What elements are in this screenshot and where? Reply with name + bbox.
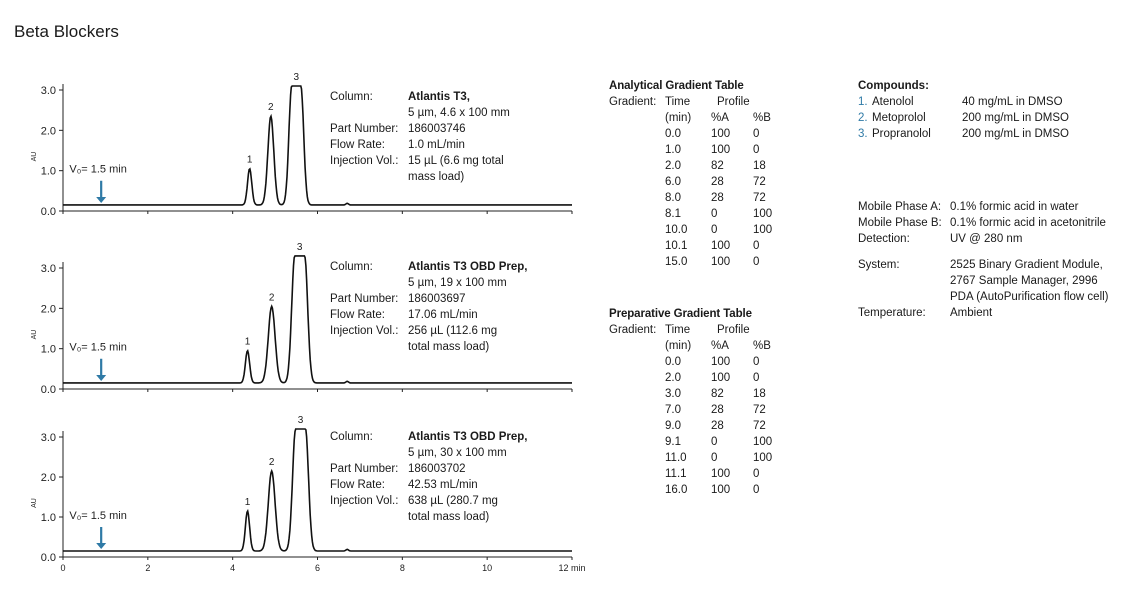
info-label: Part Number: — [330, 463, 399, 475]
x-tick-label: 8 — [399, 563, 405, 573]
preparative-percent-a-cell: 28 — [711, 420, 724, 432]
analytical-table-row — [609, 222, 801, 238]
system-line-1: 2525 Binary Gradient Module, — [950, 259, 1103, 271]
preparative-table-row — [609, 386, 801, 402]
system-label: System: — [858, 259, 900, 271]
preparative-time-cell: 3.0 — [665, 388, 681, 400]
preparative-time-cell: 11.0 — [665, 452, 687, 464]
preparative-percent-a-cell: 100 — [711, 484, 731, 496]
compound-concentration: 200 mg/mL in DMSO — [962, 128, 1069, 140]
info-row — [330, 323, 536, 339]
y-tick-label: 2.0 — [40, 472, 56, 484]
mobile-phase-b-label: Mobile Phase B: — [858, 217, 942, 229]
compound-number: 1. — [858, 96, 868, 108]
analytical-percent-a-cell: 100 — [711, 240, 731, 252]
info-row — [330, 153, 536, 169]
y-tick-label: 1.0 — [40, 165, 56, 178]
info-value: 186003702 — [408, 463, 466, 475]
info-label — [330, 445, 408, 461]
preparative-percent-b-cell: 100 — [753, 452, 773, 464]
panel-1-column-info — [330, 89, 536, 185]
info-label: Part Number: — [330, 293, 399, 305]
info-label: Column: — [330, 431, 373, 443]
y-tick-label: 0.0 — [40, 552, 56, 564]
info-label — [330, 339, 408, 355]
info-row — [330, 169, 536, 185]
y-tick-label: 0.0 — [40, 384, 56, 396]
analytical-gradient-label: Gradient: — [609, 96, 657, 108]
compound-concentration: 200 mg/mL in DMSO — [962, 112, 1069, 124]
info-row — [330, 429, 536, 445]
analytical-unit-header: (min) — [665, 112, 692, 124]
method-conditions — [858, 199, 1140, 321]
detection-value: UV @ 280 nm — [950, 233, 1023, 245]
peak-label: 3 — [296, 241, 303, 253]
info-row — [330, 259, 536, 275]
preparative-table-title: Preparative Gradient Table — [609, 308, 752, 320]
preparative-profile-header: Profile — [717, 324, 750, 336]
compound-row — [858, 94, 1069, 110]
analytical-percent-b-cell: 72 — [753, 176, 766, 188]
system-line-3: PDA (AutoPurification flow cell) — [950, 291, 1109, 303]
info-row — [330, 137, 536, 153]
analytical-percent-a-cell: 28 — [711, 176, 724, 188]
analytical-time-cell: 2.0 — [665, 160, 681, 172]
temperature-label: Temperature: — [858, 307, 926, 319]
y-tick-label: 3.0 — [40, 85, 56, 97]
info-row — [330, 493, 536, 509]
analytical-a-header: %A — [711, 112, 729, 124]
preparative-time-header: Time — [665, 324, 691, 336]
analytical-percent-a-cell: 100 — [711, 144, 731, 156]
analytical-percent-b-cell: 0 — [753, 240, 760, 252]
analytical-table-row — [609, 174, 801, 190]
analytical-time-cell: 10.0 — [665, 224, 688, 236]
analytical-time-header: Time — [665, 96, 691, 108]
info-row — [330, 339, 536, 355]
preparative-percent-b-cell: 72 — [753, 404, 766, 416]
peak-label: 2 — [268, 292, 275, 304]
preparative-table-row — [609, 402, 801, 418]
info-label — [330, 275, 408, 291]
y-tick-label: 0.0 — [40, 206, 56, 218]
info-value: 17.06 mL/min — [408, 309, 478, 321]
info-row — [330, 89, 536, 105]
info-value: 15 µL (6.6 mg total — [408, 155, 504, 167]
info-row — [330, 477, 536, 493]
void-volume-label: V₀= 1.5 min — [69, 341, 127, 354]
preparative-gradient-table — [609, 306, 801, 498]
void-marker-arrowhead — [96, 543, 106, 549]
info-value: Atlantis T3, — [408, 91, 470, 103]
compound-row — [858, 110, 1069, 126]
temperature-value: Ambient — [950, 307, 993, 319]
info-label: Column: — [330, 261, 373, 273]
preparative-time-cell: 7.0 — [665, 404, 681, 416]
x-tick-label: 6 — [314, 563, 321, 573]
preparative-a-header: %A — [711, 340, 729, 352]
preparative-table-row — [609, 466, 801, 482]
info-label: Flow Rate: — [330, 139, 385, 151]
y-axis-label: AU — [31, 329, 38, 340]
info-row — [330, 307, 536, 323]
y-axis-label: AU — [31, 498, 38, 508]
void-volume-label: V₀= 1.5 min — [69, 163, 127, 176]
preparative-time-cell: 11.1 — [665, 468, 687, 480]
preparative-percent-b-cell: 0 — [753, 484, 760, 496]
y-tick-label: 2.0 — [40, 125, 56, 138]
preparative-unit-header: (min) — [665, 340, 692, 352]
system-line-2: 2767 Sample Manager, 2996 — [950, 275, 1098, 287]
preparative-time-cell: 9.0 — [665, 420, 681, 432]
preparative-percent-a-cell: 0 — [711, 436, 718, 448]
info-label: Injection Vol.: — [330, 325, 399, 337]
analytical-table-row — [609, 238, 801, 254]
analytical-percent-b-cell: 0 — [753, 144, 760, 156]
info-row — [330, 275, 536, 291]
info-value: 5 µm, 4.6 x 100 mm — [408, 107, 510, 119]
panel-2-column-info — [330, 259, 536, 355]
preparative-percent-b-cell: 0 — [753, 468, 760, 480]
y-axis-label: AU — [31, 151, 38, 162]
analytical-gradient-table — [609, 78, 801, 270]
preparative-table-row — [609, 354, 801, 370]
x-tick-label: 0 — [60, 563, 66, 573]
analytical-percent-b-cell: 72 — [753, 192, 766, 204]
compounds-list — [858, 78, 1069, 142]
compound-name: Atenolol — [872, 96, 914, 108]
preparative-table-row — [609, 450, 801, 466]
info-value: 1.0 mL/min — [408, 139, 465, 151]
info-value: Atlantis T3 OBD Prep, — [408, 261, 528, 273]
analytical-table-row — [609, 158, 801, 174]
analytical-percent-b-cell: 100 — [753, 208, 773, 220]
info-value: mass load) — [408, 171, 465, 183]
y-tick-label: 1.0 — [40, 512, 56, 524]
info-label: Column: — [330, 91, 373, 103]
preparative-percent-a-cell: 100 — [711, 468, 731, 480]
analytical-profile-header: Profile — [717, 96, 750, 108]
page-title: Beta Blockers — [14, 22, 119, 41]
preparative-table-row — [609, 434, 801, 450]
info-label: Part Number: — [330, 123, 399, 135]
analytical-time-cell: 10.1 — [665, 240, 688, 252]
preparative-percent-b-cell: 18 — [753, 388, 766, 400]
preparative-gradient-label: Gradient: — [609, 324, 657, 336]
analytical-time-cell: 15.0 — [665, 256, 688, 268]
peak-label: 1 — [244, 336, 251, 348]
compound-number: 2. — [858, 112, 868, 124]
compound-row — [858, 126, 1069, 142]
analytical-time-cell: 0.0 — [665, 128, 681, 140]
analytical-time-cell: 6.0 — [665, 176, 681, 188]
x-tick-label: 12 min — [558, 563, 586, 573]
analytical-percent-a-cell: 28 — [711, 192, 724, 204]
info-value: Atlantis T3 OBD Prep, — [408, 431, 528, 443]
info-value: 5 µm, 30 x 100 mm — [408, 447, 507, 459]
analytical-percent-a-cell: 100 — [711, 128, 731, 140]
preparative-percent-a-cell: 82 — [711, 388, 724, 400]
analytical-percent-a-cell: 82 — [711, 160, 724, 172]
info-value: 186003746 — [408, 123, 466, 135]
analytical-table-row — [609, 190, 801, 206]
analytical-percent-b-cell: 0 — [753, 128, 760, 140]
preparative-time-cell: 16.0 — [665, 484, 688, 496]
compound-name: Propranolol — [872, 128, 931, 140]
info-label — [330, 169, 408, 185]
preparative-percent-a-cell: 100 — [711, 356, 731, 368]
analytical-percent-a-cell: 100 — [711, 256, 731, 268]
analytical-percent-b-cell: 18 — [753, 160, 766, 172]
preparative-percent-a-cell: 100 — [711, 372, 731, 384]
analytical-time-cell: 8.0 — [665, 192, 681, 204]
analytical-table-row — [609, 126, 801, 142]
info-row — [330, 291, 536, 307]
info-row — [330, 105, 536, 121]
info-value: 186003697 — [408, 293, 466, 305]
info-value: 256 µL (112.6 mg — [408, 325, 498, 337]
analytical-percent-b-cell: 100 — [753, 224, 773, 236]
analytical-table-row — [609, 206, 801, 222]
info-row — [330, 121, 536, 137]
y-tick-label: 1.0 — [40, 343, 56, 356]
info-row — [330, 461, 536, 477]
info-row — [330, 445, 536, 461]
info-value: total mass load) — [408, 341, 490, 353]
peak-label: 1 — [246, 154, 253, 166]
analytical-table-row — [609, 142, 801, 158]
detection-label: Detection: — [858, 233, 910, 245]
y-tick-label: 3.0 — [40, 263, 56, 275]
info-label: Flow Rate: — [330, 479, 385, 491]
mobile-phase-a-value: 0.1% formic acid in water — [950, 201, 1079, 213]
mobile-phase-b-value: 0.1% formic acid in acetonitrile — [950, 217, 1106, 229]
preparative-table-row — [609, 418, 801, 434]
info-label: Injection Vol.: — [330, 155, 399, 167]
preparative-b-header: %B — [753, 340, 771, 352]
info-label: Flow Rate: — [330, 309, 385, 321]
preparative-percent-b-cell: 72 — [753, 420, 766, 432]
peak-label: 2 — [268, 102, 274, 114]
preparative-percent-b-cell: 0 — [753, 356, 760, 368]
preparative-percent-b-cell: 0 — [753, 372, 760, 384]
info-row — [330, 509, 536, 525]
analytical-percent-b-cell: 0 — [753, 256, 760, 268]
mobile-phase-a-label: Mobile Phase A: — [858, 201, 942, 213]
peak-label: 1 — [244, 497, 251, 508]
info-value: total mass load) — [408, 511, 490, 523]
void-marker-arrowhead — [96, 375, 106, 381]
analytical-percent-a-cell: 0 — [711, 224, 718, 236]
x-tick-label: 10 — [482, 563, 493, 573]
peak-label: 3 — [293, 71, 300, 83]
panel-3-column-info — [330, 429, 536, 525]
info-label — [330, 105, 408, 121]
preparative-time-cell: 9.1 — [665, 436, 681, 448]
info-label — [330, 509, 408, 525]
info-value: 638 µL (280.7 mg — [408, 495, 498, 507]
preparative-percent-b-cell: 100 — [753, 436, 773, 448]
y-tick-label: 2.0 — [40, 303, 56, 316]
peak-label: 2 — [268, 457, 275, 468]
preparative-percent-a-cell: 0 — [711, 452, 718, 464]
analytical-time-cell: 1.0 — [665, 144, 681, 156]
analytical-time-cell: 8.1 — [665, 208, 681, 220]
x-tick-label: 2 — [145, 563, 151, 573]
analytical-table-title: Analytical Gradient Table — [609, 80, 744, 92]
info-label: Injection Vol.: — [330, 495, 399, 507]
x-tick-label: 4 — [230, 563, 236, 573]
info-value: 5 µm, 19 x 100 mm — [408, 277, 507, 289]
compound-name: Metoprolol — [872, 112, 926, 124]
compounds-title: Compounds: — [858, 80, 929, 92]
compound-number: 3. — [858, 128, 868, 140]
preparative-table-row — [609, 482, 801, 498]
preparative-table-row — [609, 370, 801, 386]
compound-concentration: 40 mg/mL in DMSO — [962, 96, 1063, 108]
y-tick-label: 3.0 — [40, 432, 56, 444]
preparative-time-cell: 0.0 — [665, 356, 681, 368]
void-volume-label: V₀= 1.5 min — [69, 510, 127, 522]
info-value: 42.53 mL/min — [408, 479, 478, 491]
analytical-b-header: %B — [753, 112, 771, 124]
analytical-table-row — [609, 254, 801, 270]
analytical-percent-a-cell: 0 — [711, 208, 718, 220]
preparative-time-cell: 2.0 — [665, 372, 681, 384]
void-marker-arrowhead — [96, 197, 106, 203]
peak-label: 3 — [297, 415, 304, 426]
preparative-percent-a-cell: 28 — [711, 404, 724, 416]
